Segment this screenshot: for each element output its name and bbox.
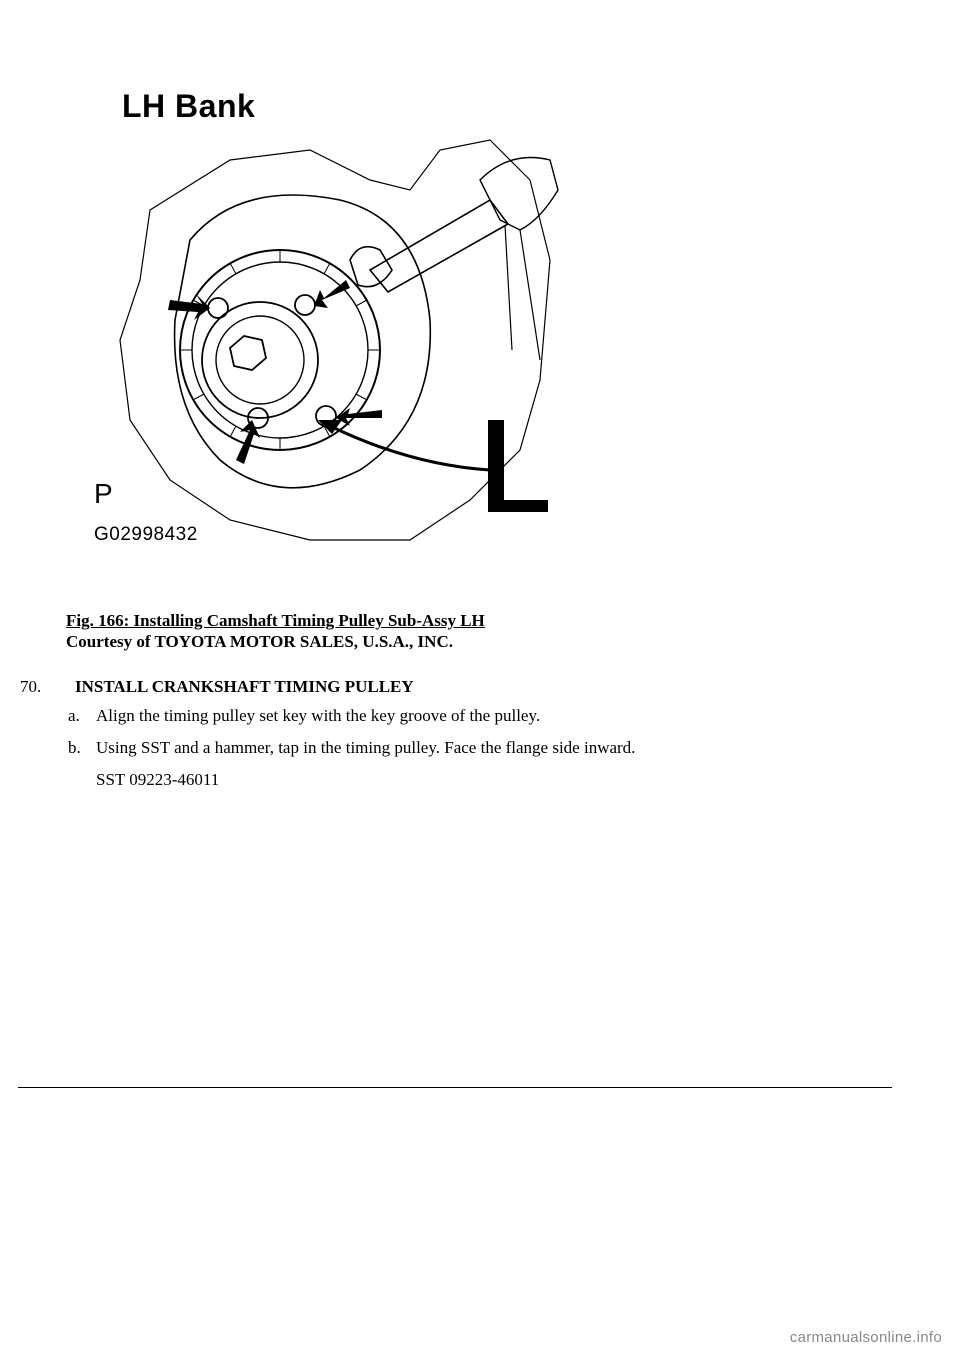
figure-caption <box>66 610 485 652</box>
step-title: INSTALL CRANKSHAFT TIMING PULLEY <box>75 677 414 696</box>
substep-text: Using SST and a hammer, tap in the timing pulley. Face the flange side inward. <box>96 738 636 757</box>
caption-credit: Courtesy of TOYOTA MOTOR SALES, U.S.A., INC. <box>66 632 453 651</box>
list-item <box>68 705 888 727</box>
figure-marker: P <box>94 478 113 509</box>
figure-code: G02998432 <box>94 524 198 545</box>
caption-title[interactable]: Fig. 166: Installing Camshaft Timing Pulley Sub-Assy LH <box>66 611 485 630</box>
substep-letter: b. <box>68 738 81 757</box>
page-divider <box>18 1087 892 1088</box>
figure <box>80 80 560 550</box>
pulley-illustration <box>110 120 560 550</box>
step-number: 70. <box>20 677 42 696</box>
figure-heading: LH Bank <box>122 88 256 124</box>
substep-letter: a. <box>68 706 80 725</box>
list-item <box>68 737 888 759</box>
sst-note: SST 09223-46011 <box>96 770 220 789</box>
watermark: carmanualsonline.info <box>789 1329 942 1346</box>
substep-list <box>68 705 888 791</box>
substep-text: Align the timing pulley set key with the key groove of the pulley. <box>96 706 541 725</box>
